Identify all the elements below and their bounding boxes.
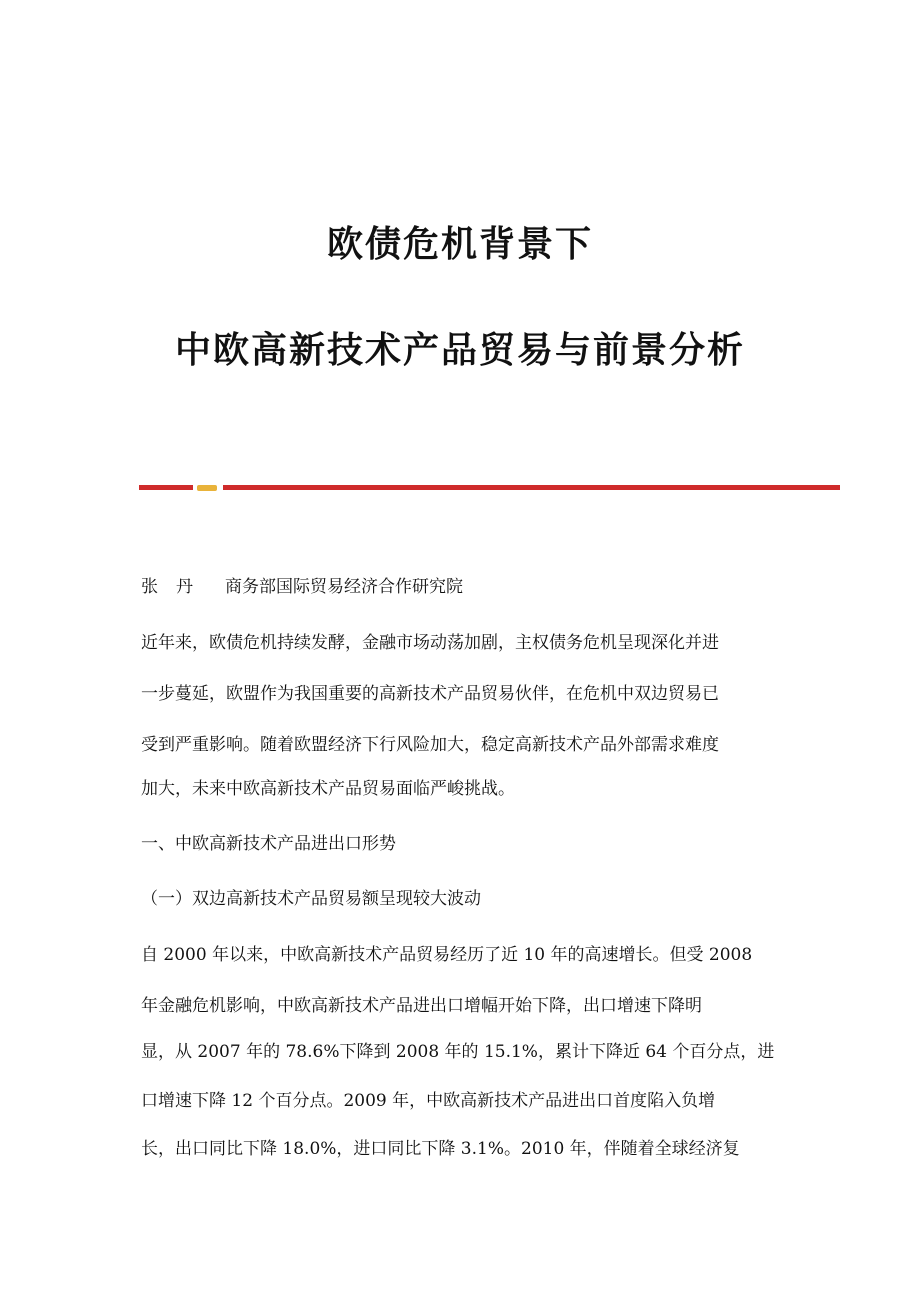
author-line: [141, 575, 463, 599]
document-title-line-2: 中欧高新技术产品贸易与前景分析: [174, 330, 745, 371]
body-line: 口增速下降 12 个百分点。2009 年，中欧高新技术产品进出口首度陷入负增: [141, 1091, 716, 1111]
body-line: 显，从 2007 年的 78.6%下降到 2008 年的 15.1%，累计下降近 64 个百分点，进: [141, 1042, 775, 1062]
abstract-line: 加大，未来中欧高新技术产品贸易面临严峻挑战。: [141, 779, 515, 799]
author-affiliation: 商务部国际贸易经济合作研究院: [225, 577, 463, 597]
divider-bar-right: [223, 485, 840, 490]
subsection-heading: （一）双边高新技术产品贸易额呈现较大波动: [141, 889, 481, 909]
body-line: 自 2000 年以来，中欧高新技术产品贸易经历了近 10 年的高速增长。但受 2008: [141, 945, 753, 965]
abstract-line: 受到严重影响。随着欧盟经济下行风险加大，稳定高新技术产品外部需求难度: [141, 735, 719, 755]
section-heading: 一、中欧高新技术产品进出口形势: [141, 834, 396, 854]
author-given-name: 丹: [176, 577, 193, 597]
title-divider: [139, 485, 840, 491]
abstract-line: 一步蔓延，欧盟作为我国重要的高新技术产品贸易伙伴，在危机中双边贸易已: [141, 684, 719, 704]
body-line: 年金融危机影响，中欧高新技术产品进出口增幅开始下降，出口增速下降明: [141, 996, 702, 1016]
abstract-line: 近年来，欧债危机持续发酵，金融市场动荡加剧，主权债务危机呈现深化并进: [141, 633, 719, 653]
author-surname: 张: [141, 577, 158, 597]
divider-bar-left: [139, 485, 193, 490]
body-line: 长，出口同比下降 18.0%，进口同比下降 3.1%。2010 年，伴随着全球经济复: [141, 1139, 740, 1159]
divider-ornament-icon: [197, 485, 217, 491]
document-title-line-1: 欧债危机背景下: [326, 224, 593, 265]
